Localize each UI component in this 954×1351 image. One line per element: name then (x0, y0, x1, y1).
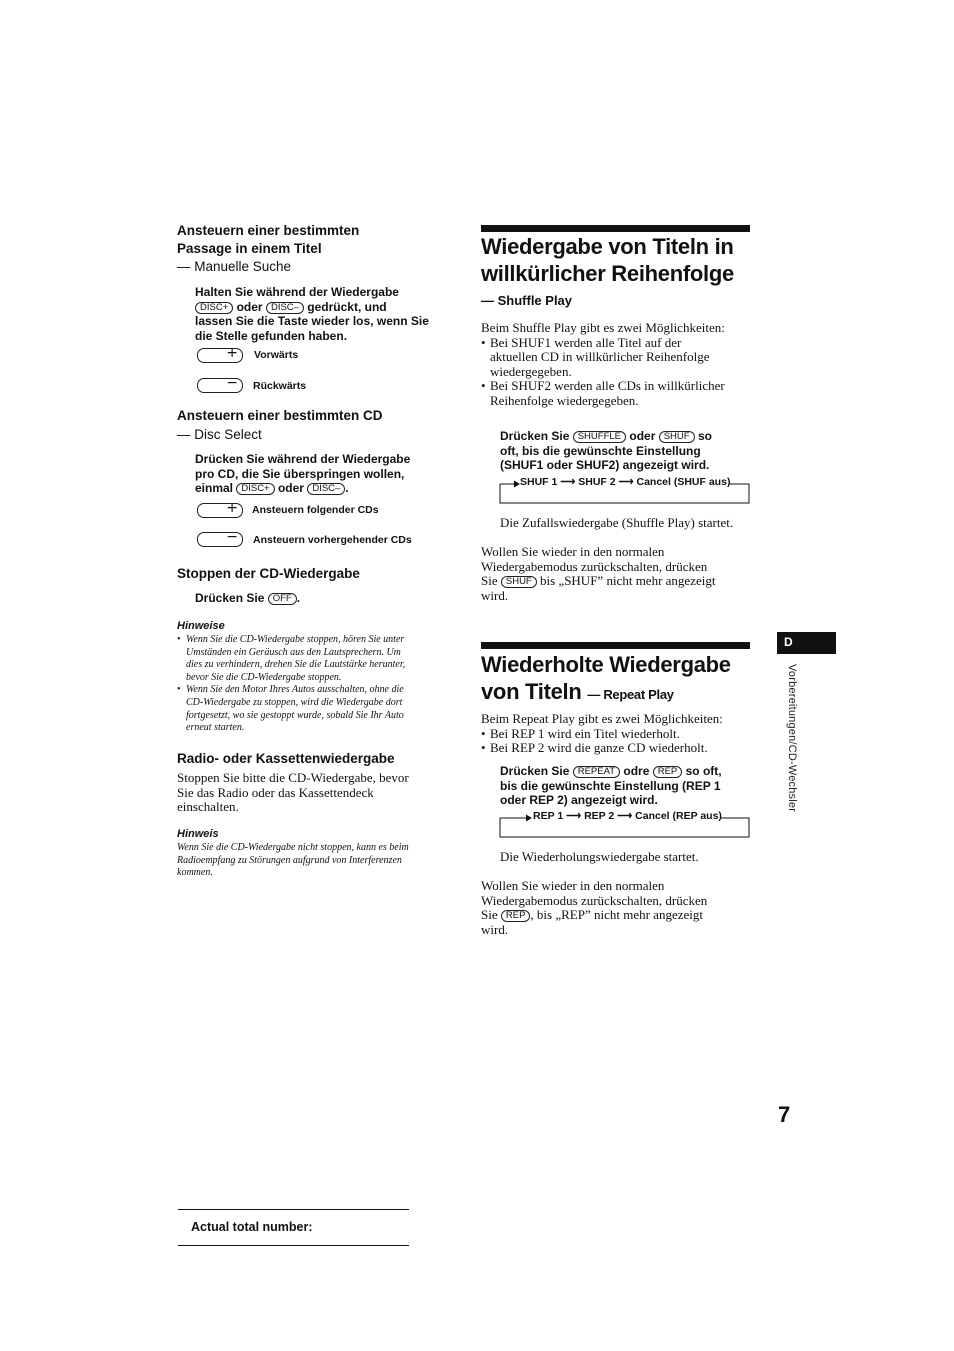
language-tab (777, 632, 836, 654)
next-disc-label: Ansteuern folgender CDs (252, 504, 379, 516)
disc-plus-key: DISC+ (195, 302, 233, 314)
minus-button-icon: − (197, 532, 243, 547)
disc-plus-key: DISC+ (236, 483, 274, 495)
off-key: OFF (268, 593, 297, 605)
arrow-right-icon: ⟶ (566, 810, 582, 822)
list-item: • Bei SHUF1 werden alle Titel auf der aktuellen CD in willkürlicher Reihenfolge wiedergegeben. (481, 336, 751, 380)
page-number: 7 (778, 1102, 791, 1127)
arrow-right-icon: ⟶ (618, 476, 634, 488)
shuf-key: SHUF (501, 576, 537, 588)
language-tab-label: D (784, 635, 793, 649)
disc-select-instruction: Drücken Sie während der Wiedergabe pro CD, die Sie überspringen wollen, einmal DISC+ oder DISC– . (195, 452, 411, 495)
repeat-instruction: Drücken Sie REPEAT odre REP so oft, bis die gewünschte Einstellung (REP 1 oder REP 2) angezeigt wird. (500, 764, 722, 807)
repeat-cycle-diagram (499, 810, 749, 837)
disc-select-subtitle: — Disc Select (177, 427, 262, 442)
repeat-cancel-text: Wollen Sie wieder in den normalen Wiedergabemodus zurückschalten, drücken Sie REP , bis „REP” nicht mehr angezeigt wird. (481, 878, 708, 937)
note-item: • Wenn Sie den Motor Ihres Autos ausschalten, ohne die CD-Wiedergabe zu stoppen, wird die Wiedergabe dort fortgesetzt, wo sie gestoppt wurde, sobald Sie Ihr Auto erneut starten. (177, 684, 404, 734)
shuffle-result: Die Zufallswiedergabe (Shuffle Play) startet. (500, 515, 734, 530)
repeat-intro: Beim Repeat Play gibt es zwei Möglichkeiten: • Bei REP 1 wird ein Titel wiederholt. • Bei REP 2 wird die ganze CD wiederholt. (481, 712, 751, 756)
shuffle-sequence: SHUF 1 ⟶ SHUF 2 ⟶ Cancel (SHUF aus) (520, 476, 731, 488)
footer-bottom-rule (178, 1245, 409, 1246)
repeat-section-bar (481, 642, 750, 649)
list-item: • Bei SHUF2 werden alle CDs in willkürlicher Reihenfolge wiedergegeben. (481, 379, 751, 408)
plus-button-icon: + (197, 503, 243, 518)
notes-heading: Hinweise (177, 620, 225, 632)
shuffle-cancel-text: Wollen Sie wieder in den normalen Wiedergabemodus zurückschalten, drücken Sie SHUF bis „SHUF” nicht mehr angezeigt wird. (481, 544, 716, 603)
note-heading: Hinweis (177, 828, 219, 840)
backward-label: Rückwärts (253, 380, 307, 392)
minus-button-icon: − (197, 378, 243, 393)
manual-search-heading: Ansteuern einer bestimmten Passage in einem Titel (177, 223, 360, 256)
repeat-result: Die Wiederholungswiedergabe startet. (500, 849, 699, 864)
note-text: Wenn Sie die CD-Wiedergabe nicht stoppen, kann es beim Radioempfang zu Störungen aufgrund von Interferenzen kommen. (177, 842, 409, 879)
disc-minus-key: DISC– (307, 483, 345, 495)
manual-search-instruction: Halten Sie während der Wiedergabe DISC+ oder DISC– gedrückt, und lassen Sie die Taste wieder los, wenn Sie die Stelle gefunden haben. (195, 285, 429, 343)
manual-search-subtitle: — Manuelle Suche (177, 259, 292, 274)
footer-top-rule (178, 1209, 409, 1210)
chapter-side-label: Vorbereitungen/CD-Wechsler (786, 664, 798, 813)
arrow-right-icon: ⟶ (617, 810, 633, 822)
rep-key: REP (653, 766, 683, 778)
shuffle-section-bar (481, 225, 750, 232)
list-item: • Bei REP 2 wird die ganze CD wiederholt. (481, 741, 751, 756)
disc-minus-key: DISC– (266, 302, 304, 314)
arrow-right-icon: ⟶ (560, 476, 576, 488)
stop-instruction: Drücken Sie OFF . (195, 591, 301, 605)
repeat-key: REPEAT (573, 766, 620, 778)
shuffle-intro: Beim Shuffle Play gibt es zwei Möglichkeiten: • Bei SHUF1 werden alle Titel auf der aktuellen CD in willkürlicher Reihenfolge wiedergegeben. • Bei SHUF2 werden alle CDs in willkürlicher Reihenfolge wiedergegeben. (481, 321, 751, 408)
forward-label: Vorwärts (254, 349, 299, 361)
notes-list (177, 634, 447, 735)
rep-key: REP (501, 910, 531, 922)
shuffle-cycle-diagram (499, 476, 749, 503)
repeat-subtitle: — Repeat Play (587, 687, 674, 702)
radio-heading: Radio- oder Kassettenwiedergabe (177, 751, 395, 766)
shuffle-subtitle: — Shuffle Play (481, 293, 573, 308)
repeat-heading: Wiederholte Wiedergabe von Titeln — Repeat Play (481, 652, 731, 704)
note-item: • Wenn Sie die CD-Wiedergabe stoppen, hören Sie unter Umständen ein Geräusch aus den Lautsprechern. Um dies zu verhindern, drehen Sie die Lautstärke herunter, bevor Sie die CD-Wiedergabe stoppen. (177, 634, 406, 683)
plus-button-icon: + (197, 348, 243, 363)
disc-select-heading: Ansteuern einer bestimmten CD (177, 408, 383, 423)
stop-heading: Stoppen der CD-Wiedergabe (177, 566, 360, 581)
list-item: • Bei REP 1 wird ein Titel wiederholt. (481, 727, 751, 742)
actual-total-label: Actual total number: (191, 1220, 313, 1234)
shuffle-instruction: Drücken Sie SHUFFLE oder SHUF so oft, bis die gewünschte Einstellung (SHUF1 oder SHUF2) angezeigt wird. (500, 429, 712, 472)
shuffle-key: SHUFFLE (573, 431, 626, 443)
shuffle-heading: Wiedergabe von Titeln in willkürlicher Reihenfolge (481, 234, 734, 286)
shuf-key: SHUF (659, 431, 695, 443)
repeat-sequence: REP 1 ⟶ REP 2 ⟶ Cancel (REP aus) (533, 810, 722, 822)
prev-disc-label: Ansteuern vorhergehender CDs (253, 534, 412, 546)
radio-text: Stoppen Sie bitte die CD-Wiedergabe, bevor Sie das Radio oder das Kassettendeck einschalten. (177, 770, 409, 814)
